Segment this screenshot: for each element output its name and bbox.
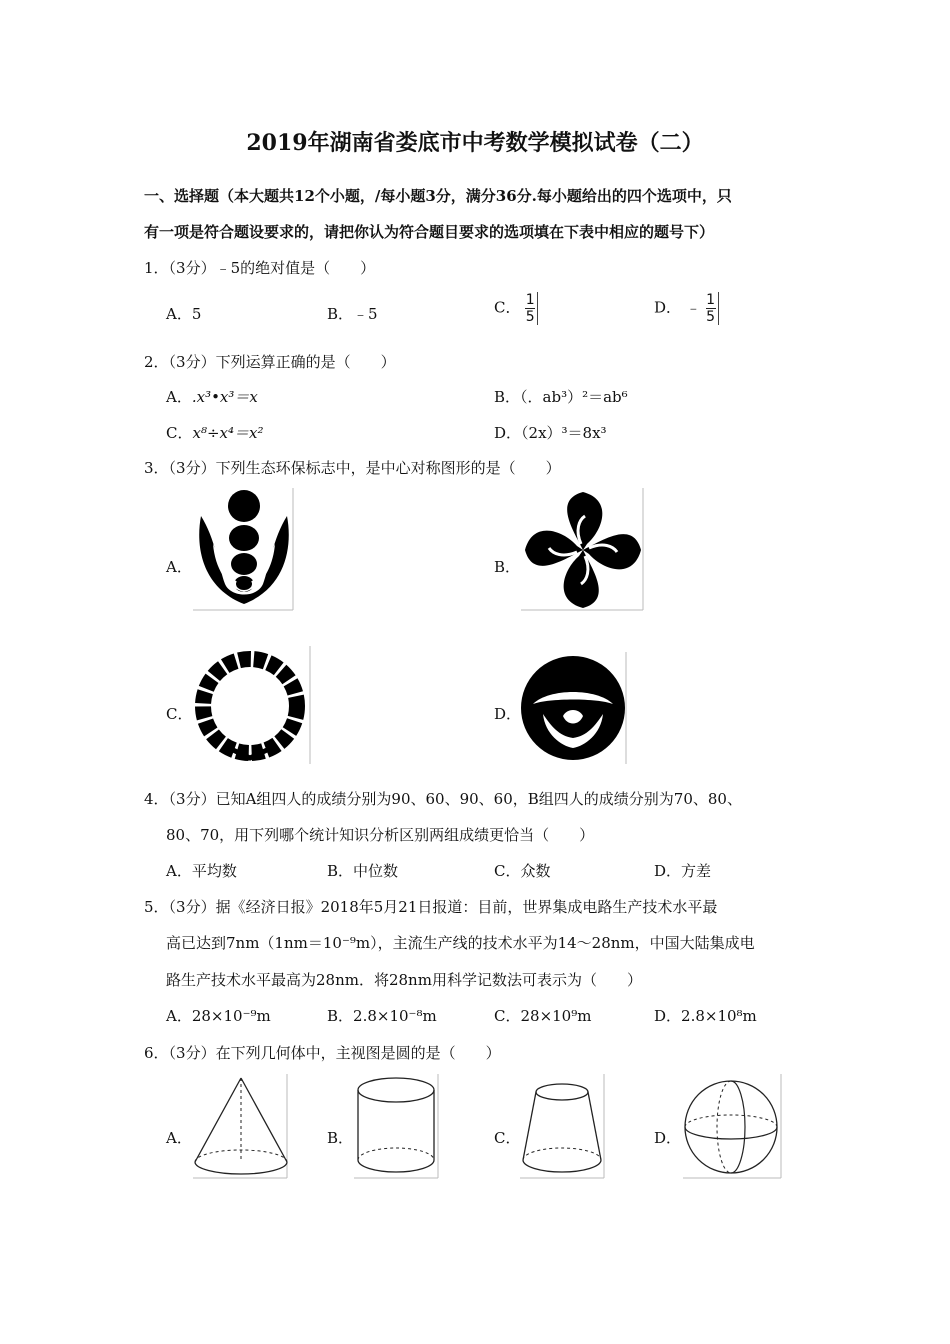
q2-option-d-label: D． — [494, 424, 522, 442]
q6-option-a-label: A． — [166, 1129, 192, 1147]
q6-option-b-label: B． — [327, 1129, 354, 1147]
q6-stem: 6．（3分）在下列几何体中，主视图是圆的是（ ） — [144, 1044, 501, 1062]
q5-stem-line1: 5．（3分）据《经济日报》2018年5月21日报道：目前，世界集成电路生产技术水平最 — [144, 898, 718, 916]
q5-option-b: B．2.8×10⁻⁸m — [327, 1007, 437, 1025]
q5-stem-line3: 路生产技术水平最高为28nm．将28nm用科学记数法可表示为（ ） — [166, 971, 642, 989]
q4-option-a: A．平均数 — [166, 862, 237, 880]
q2-option-c — [166, 422, 263, 443]
section-instructions-line2: 有一项是符合题设要求的，请把你认为符合题目要求的选项填在下表中相应的题号下） — [144, 223, 715, 241]
q5-option-a: A．28×10⁻⁹m — [166, 1007, 271, 1025]
cone-image — [193, 1074, 291, 1180]
fraction-numerator: 1 — [706, 292, 716, 308]
fraction-numerator: 1 — [525, 292, 535, 308]
q2-option-c-expr: x⁸÷x⁴＝x² — [192, 424, 264, 442]
q1-option-c-fraction — [525, 292, 538, 325]
frustum-image — [520, 1074, 606, 1180]
q4-option-d: D．方差 — [654, 862, 712, 880]
q1-option-c — [494, 292, 538, 325]
cylinder-image — [354, 1074, 440, 1180]
q4-stem-line1: 4．（3分）已知A组四人的成绩分别为90、60、90、60，B组四人的成绩分别为70、80、 — [144, 790, 742, 808]
page-title: 2019年湖南省娄底市中考数学模拟试卷（二） — [246, 130, 704, 156]
q5-stem-line2: 高已达到7nm（1nm＝10⁻⁹m），主流生产线的技术水平为14～28nm，中国大陆集成电 — [166, 934, 755, 952]
q4-stem-line2: 80、70，用下列哪个统计知识分析区别两组成绩更恰当（ ） — [166, 826, 595, 844]
eco-emblem-b-image — [521, 488, 645, 612]
q6-option-c-label: C． — [494, 1129, 521, 1147]
fraction-denominator: 5 — [525, 309, 535, 325]
q1-stem: 1．（3分）﹣5的绝对值是（ ） — [144, 259, 376, 277]
q2-option-b-expr: （．ab³）²＝ab⁶ — [520, 388, 628, 406]
eco-emblem-a-image — [193, 488, 295, 612]
q1-option-d-label: D． — [654, 298, 682, 317]
q2-option-a-label: A． — [166, 388, 192, 406]
sphere-image — [683, 1074, 783, 1180]
q1-option-b: B．﹣5 — [327, 305, 378, 323]
fraction-denominator: 5 — [706, 309, 716, 325]
q1-option-a: A．5 — [166, 305, 202, 323]
q6-option-d-label: D． — [654, 1129, 682, 1147]
q2-stem: 2．（3分）下列运算正确的是（ ） — [144, 353, 396, 371]
q3-option-b-label: B． — [494, 558, 521, 576]
q1-option-d-fraction — [706, 292, 719, 325]
q2-option-d — [494, 422, 607, 443]
q4-option-b: B．中位数 — [327, 862, 399, 880]
q3-option-d-label: D． — [494, 705, 522, 723]
section-instructions-line1: 一、选择题（本大题共12个小题，/每小题3分，满分36分.每小题给出的四个选项中，只 — [144, 187, 732, 205]
eco-emblem-d-image — [521, 652, 629, 764]
q2-option-c-label: C． — [166, 424, 193, 442]
q2-option-d-expr: （2x）³＝8x³ — [521, 424, 607, 442]
q4-option-c: C．众数 — [494, 862, 551, 880]
q1-option-d — [654, 292, 719, 325]
q3-stem: 3．（3分）下列生态环保标志中，是中心对称图形的是（ ） — [144, 459, 561, 477]
eco-emblem-c-image — [193, 646, 313, 764]
q3-option-c-label: C． — [166, 705, 193, 723]
q5-option-d: D．2.8×10⁸m — [654, 1007, 757, 1025]
q2-option-b-label: B． — [494, 388, 521, 406]
q1-option-c-label: C． — [494, 298, 521, 317]
q2-option-a-expr: .x³•x³＝x — [191, 388, 258, 406]
q2-option-b — [494, 386, 628, 407]
q1-option-d-sign: ﹣ — [685, 298, 701, 317]
q5-option-c: C．28×10⁹m — [494, 1007, 592, 1025]
q3-option-a-label: A． — [166, 558, 192, 576]
q2-option-a — [166, 386, 258, 407]
